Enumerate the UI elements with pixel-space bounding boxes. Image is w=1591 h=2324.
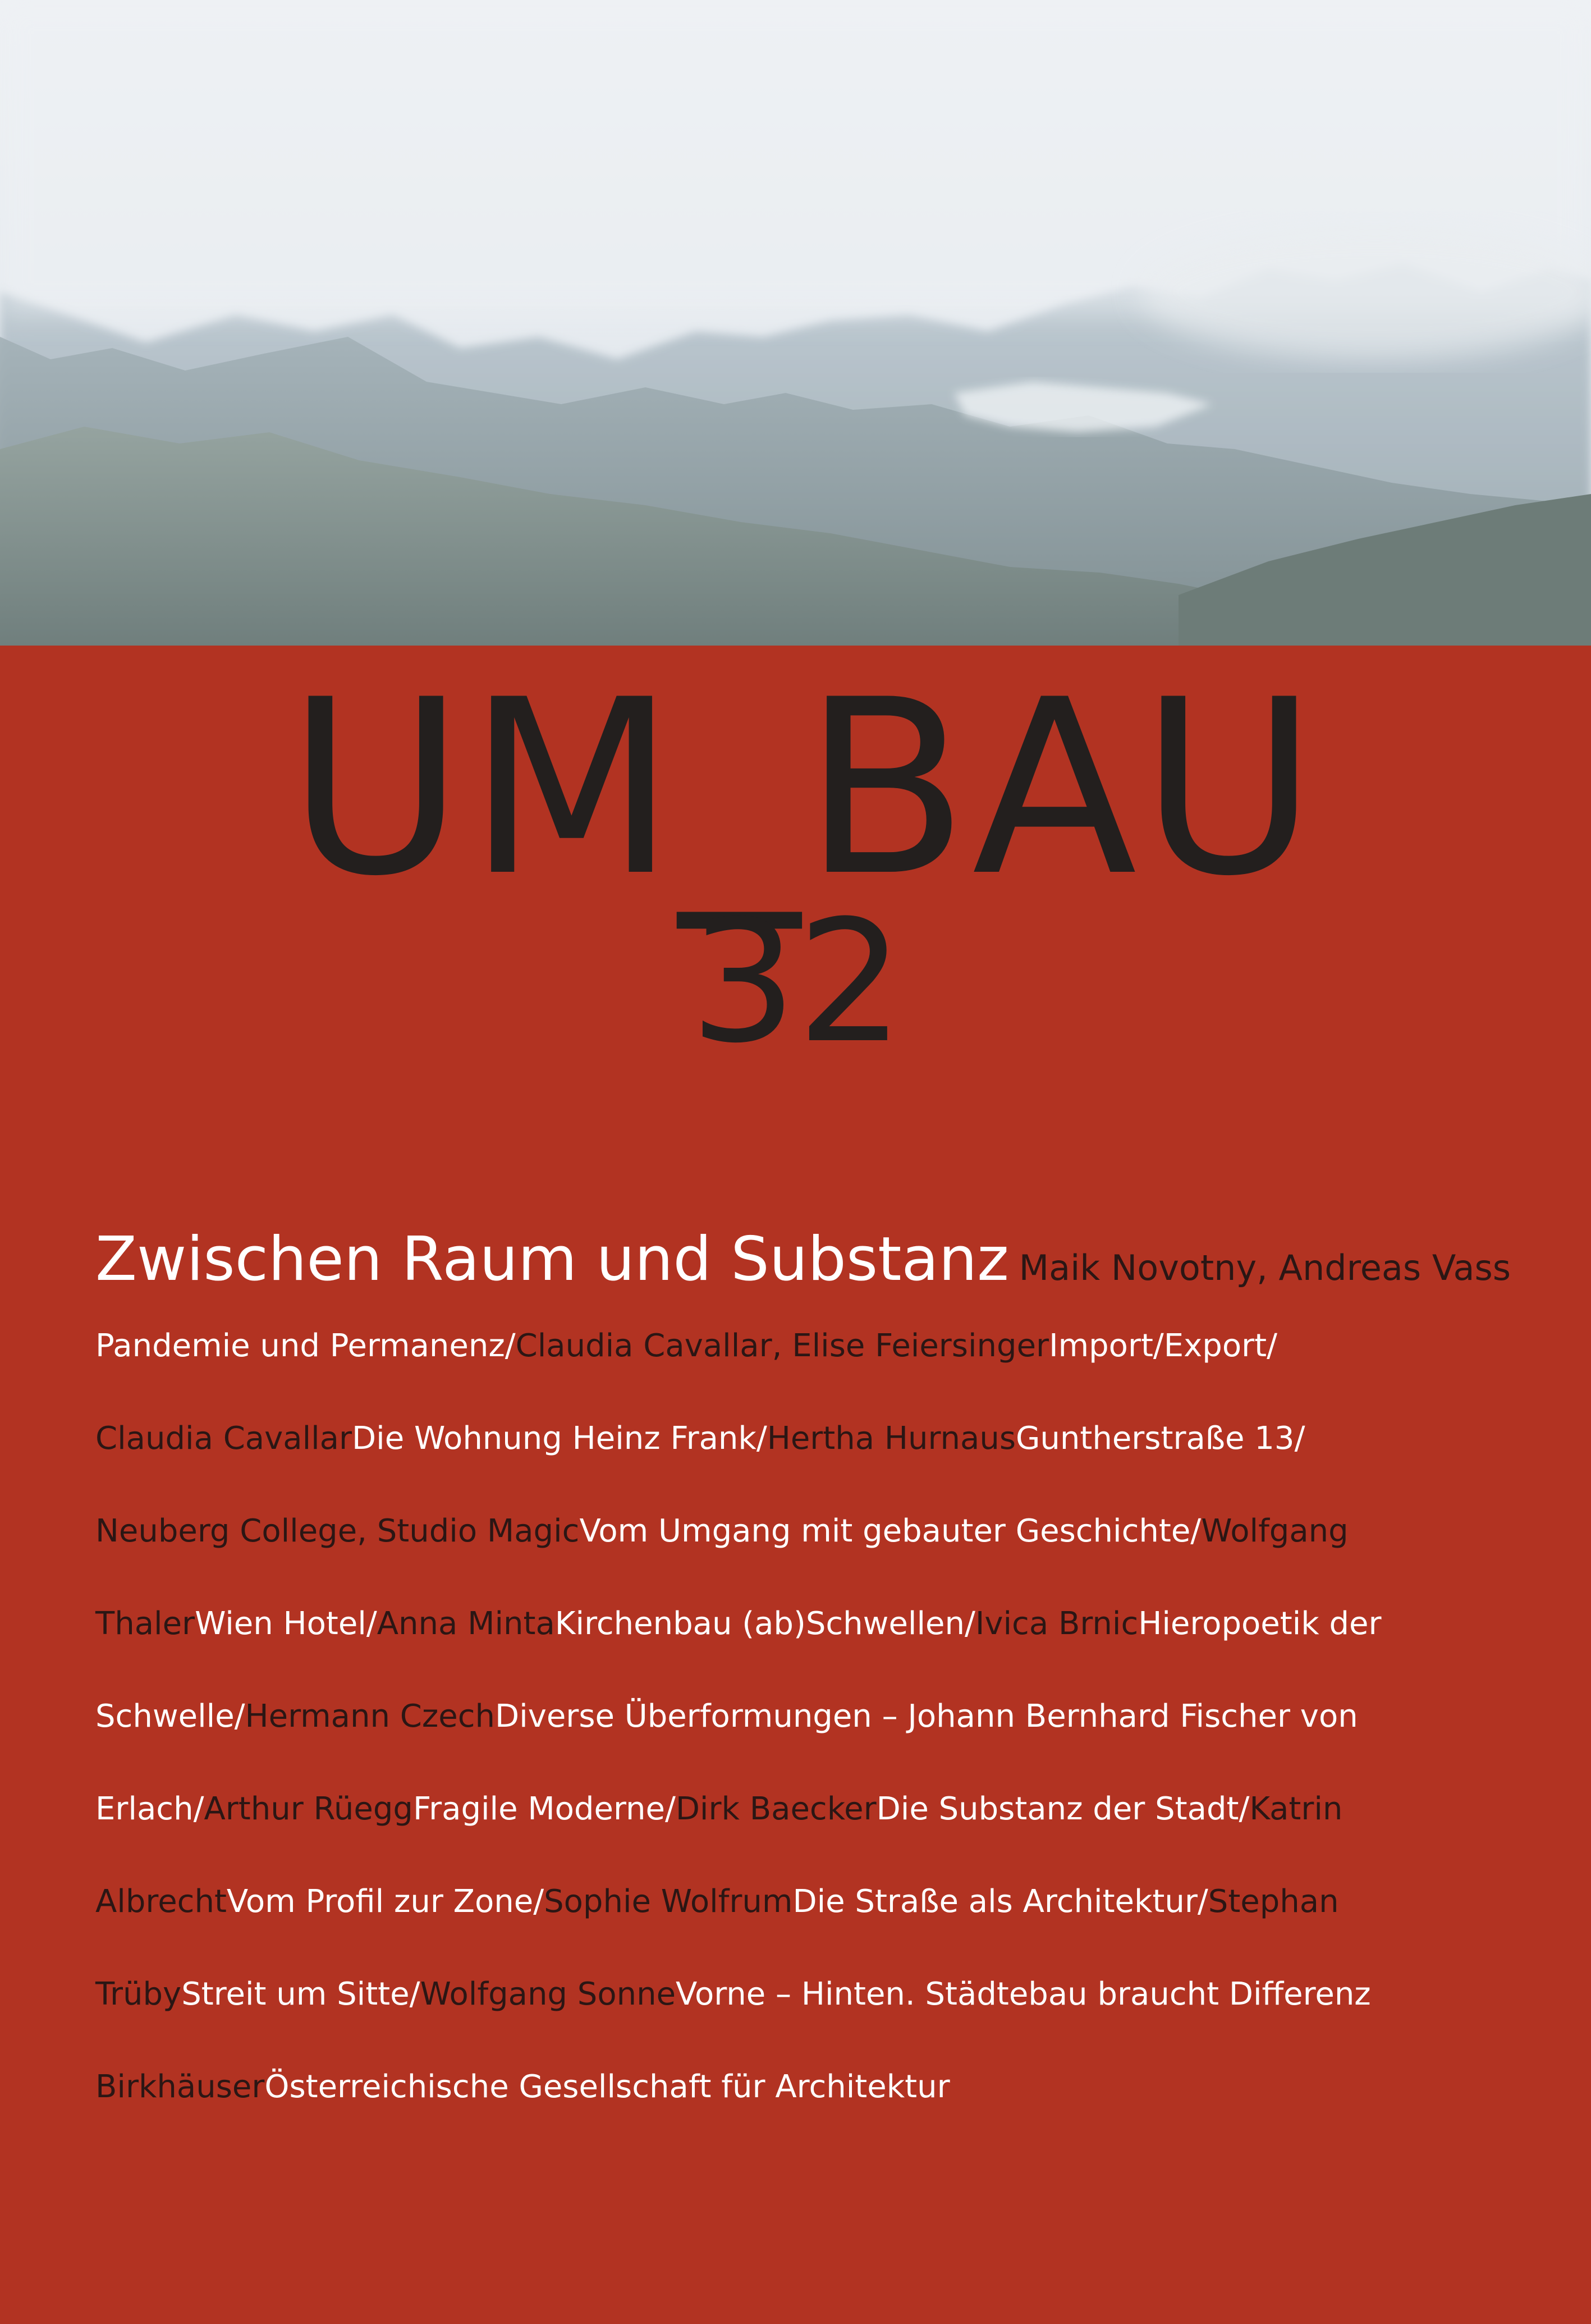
- issue-number: 32: [690, 884, 904, 1080]
- separator-slash: /: [234, 1698, 245, 1735]
- separator-slash: /: [1190, 1513, 1202, 1549]
- toc-line: [95, 1513, 1583, 1608]
- separator-slash: /: [664, 1791, 676, 1827]
- toc-line: [95, 1605, 1583, 1701]
- article-title: Vom Umgang mit gebauter Geschichte: [579, 1513, 1191, 1549]
- separator-slash: /: [409, 1976, 420, 2012]
- table-of-contents: [95, 1224, 1583, 2164]
- article-title: Import/Export: [1049, 1328, 1267, 1364]
- separator-slash: /: [505, 1328, 516, 1364]
- separator-slash: /: [193, 1791, 204, 1827]
- article-title: Pandemie und Permanenz: [95, 1328, 505, 1364]
- separator-slash: /: [964, 1605, 975, 1642]
- separator-slash: /: [533, 1883, 544, 1920]
- article-title: Die Straße als Architektur: [792, 1883, 1198, 1920]
- article-title: Guntherstraße 13: [1016, 1420, 1295, 1457]
- article-title: Erlach: [95, 1791, 194, 1827]
- cover-photo-mountains: [0, 0, 1591, 646]
- author-name: Claudia Cavallar: [95, 1420, 352, 1457]
- article-title: Kirchenbau (ab)Schwellen: [554, 1605, 965, 1642]
- separator-slash: /: [1239, 1791, 1250, 1827]
- article-title: Diverse Überformungen – Johann Bernhard Fischer von: [495, 1698, 1358, 1735]
- toc-line: [95, 1698, 1583, 1794]
- article-title: Die Wohnung Heinz Frank: [352, 1420, 756, 1457]
- separator-slash: /: [366, 1605, 377, 1642]
- toc-line: [95, 1224, 1583, 1330]
- article-title: Hieropoetik der: [1138, 1605, 1382, 1642]
- article-title: Streit um Sitte: [181, 1976, 410, 2012]
- toc-line: [95, 1976, 1583, 2071]
- author-name: Sophie Wolfrum: [544, 1883, 793, 1920]
- author-name: Wolfgang Sonne: [420, 1976, 676, 2012]
- author-name: Ivica Brnic: [975, 1605, 1139, 1642]
- separator-slash: /: [1267, 1328, 1277, 1364]
- article-title: Die Substanz der Stadt: [876, 1791, 1239, 1827]
- author-name: Arthur Rüegg: [204, 1791, 413, 1827]
- author-name: Katrin: [1249, 1791, 1343, 1827]
- article-title: Schwelle: [95, 1698, 235, 1735]
- author-name: Claudia Cavallar, Elise Feiersinger: [515, 1328, 1049, 1364]
- headline: Zwischen Raum und Substanz: [95, 1224, 1009, 1294]
- separator-slash: /: [1294, 1420, 1305, 1457]
- toc-line: [95, 1883, 1583, 1979]
- author-name: Wolfgang: [1201, 1513, 1349, 1549]
- toc-line: [95, 1791, 1583, 1886]
- author-name: Anna Minta: [377, 1605, 555, 1642]
- author-name: Stephan: [1208, 1883, 1339, 1920]
- author-name: Trüby: [95, 1976, 182, 2012]
- toc-line: [95, 1330, 1583, 1423]
- separator-slash: /: [1197, 1883, 1208, 1920]
- article-title: Vorne – Hinten. Städtebau braucht Differenz: [676, 1976, 1371, 2012]
- toc-line: [95, 1420, 1583, 1516]
- article-title: Vom Profil zur Zone: [226, 1883, 534, 1920]
- author-name: Hertha Hurnaus: [767, 1420, 1016, 1457]
- article-title: Wien Hotel: [195, 1605, 366, 1642]
- author-name: Dirk Baecker: [675, 1791, 877, 1827]
- author-name: Neuberg College, Studio Magic: [95, 1513, 580, 1549]
- author-name: Hermann Czech: [245, 1698, 496, 1735]
- author-name: Thaler: [95, 1605, 195, 1642]
- article-title: Österreichische Gesellschaft für Architektur: [264, 2069, 950, 2105]
- magazine-title: UM_BAU: [287, 648, 1321, 929]
- author-name: Birkhäuser: [95, 2069, 265, 2105]
- article-title: Fragile Moderne: [412, 1791, 665, 1827]
- author-name: Albrecht: [95, 1883, 227, 1920]
- toc-line: [95, 2071, 1583, 2164]
- author-name: Maik Novotny, Andreas Vass: [1019, 1247, 1511, 1288]
- separator-slash: /: [756, 1420, 767, 1457]
